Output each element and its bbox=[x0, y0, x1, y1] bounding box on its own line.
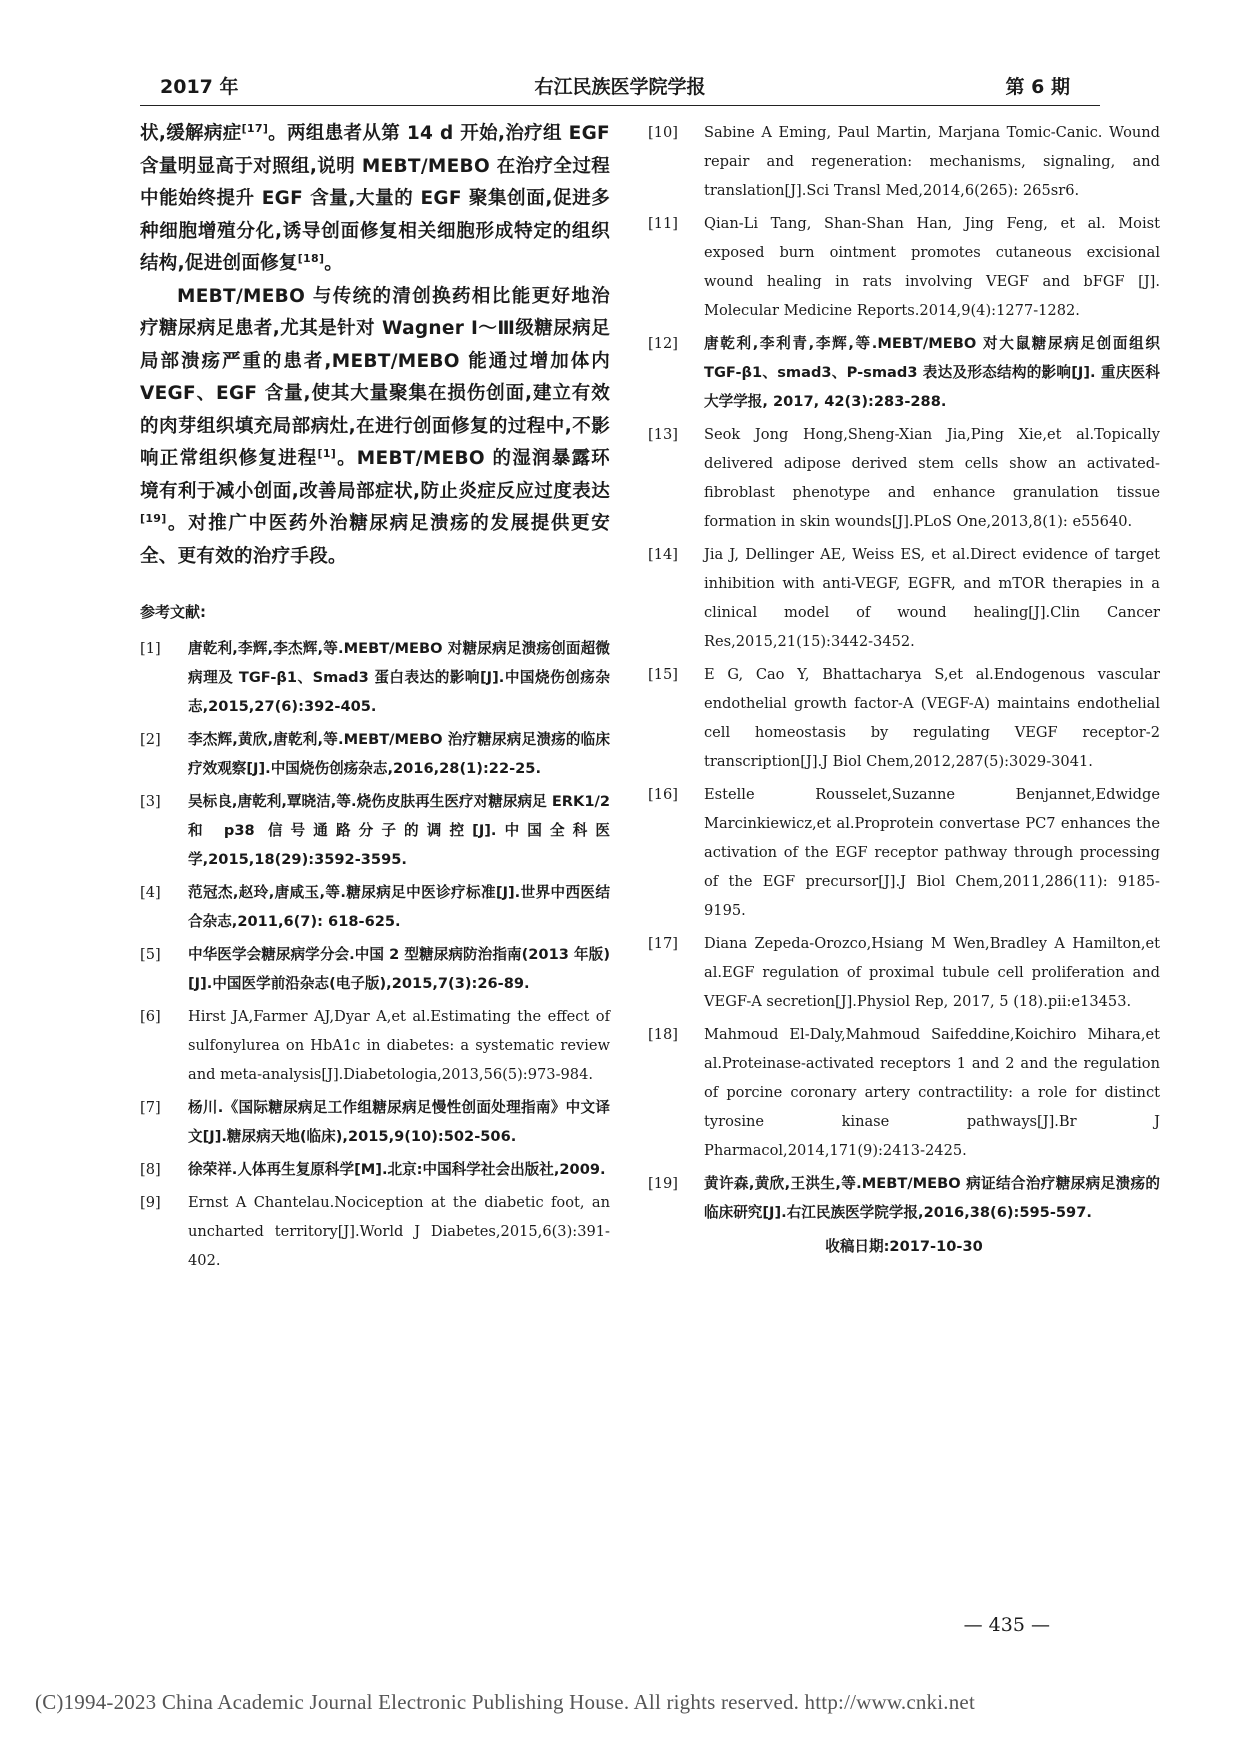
body-paragraph-1 bbox=[140, 118, 610, 281]
reference-item bbox=[648, 660, 1160, 776]
citation-18: [18] bbox=[297, 251, 325, 265]
reference-item bbox=[140, 1155, 610, 1184]
reference-item bbox=[140, 1188, 610, 1275]
reference-number: [12] bbox=[648, 335, 678, 352]
p2-text-b: 。MEBT/MEBO 的湿润暴露环境有利于减小创面,改善局部症状,防止炎症反应过度表达 bbox=[140, 448, 610, 502]
reference-item bbox=[648, 1169, 1160, 1227]
reference-text: 中华医学会糖尿病学分会.中国 2 型糖尿病防治指南(2013 年版)[J].中国医学前沿杂志(电子版),2015,7(3):26-89. bbox=[188, 946, 610, 992]
reference-text: 范冠杰,赵玲,唐咸玉,等.糖尿病足中医诊疗标准[J].世界中西医结合杂志,2011,6(7): 618-625. bbox=[188, 884, 610, 930]
reference-text: 徐荣祥.人体再生复原科学[M].北京:中国科学社会出版社,2009. bbox=[188, 1161, 606, 1178]
citation-1: [1] bbox=[317, 446, 337, 460]
header-journal-title: 右江民族医学院学报 bbox=[534, 76, 706, 98]
header-rule bbox=[140, 105, 1100, 106]
copyright-footer: (C)1994-2023 China Academic Journal Electronic Publishing House. All rights reserved. http://www.cnki.net bbox=[35, 1690, 975, 1714]
reference-number: [1] bbox=[140, 640, 161, 657]
right-column bbox=[648, 118, 1160, 1256]
reference-text: 唐乾利,李利青,李辉,等.MEBT/MEBO 对大鼠糖尿病足创面组织 TGF-β1、smad3、P-smad3 表达及形态结构的影响[J]. 重庆医科大学学报, 2017, 42(3):283-288. bbox=[704, 335, 1160, 410]
reference-item bbox=[140, 1002, 610, 1089]
reference-item bbox=[648, 329, 1160, 416]
citation-17: [17] bbox=[241, 121, 269, 135]
reference-number: [2] bbox=[140, 731, 161, 748]
p2-text-a: MEBT/MEBO 与传统的清创换药相比能更好地治疗糖尿病足患者,尤其是针对 Wagner Ⅰ～Ⅲ级糖尿病足局部溃疡严重的患者,MEBT/MEBO 能通过增加体内 VEGF、EGF 含量,使其大量聚集在损伤创面,建立有效的肉芽组织填充局部病灶,在进行创面修复的过程中,不影响正常组织修复进程 bbox=[140, 285, 610, 469]
reference-number: [15] bbox=[648, 666, 678, 683]
reference-text: Diana Zepeda-Orozco,Hsiang M Wen,Bradley A Hamilton,et al.EGF regulation of proximal tubule cell proliferation and VEGF-A secretion[J].Physiol Rep, 2017, 5 (18).pii:e13453. bbox=[704, 935, 1160, 1010]
reference-number: [18] bbox=[648, 1026, 678, 1043]
reference-number: [10] bbox=[648, 124, 678, 141]
reference-number: [19] bbox=[648, 1175, 678, 1192]
reference-item bbox=[140, 725, 610, 783]
reference-item bbox=[648, 929, 1160, 1016]
reference-list-right bbox=[648, 118, 1160, 1227]
reference-item bbox=[648, 118, 1160, 205]
reference-text: 黄许森,黄欣,王洪生,等.MEBT/MEBO 病证结合治疗糖尿病足溃疡的临床研究[J].右江民族医学院学报,2016,38(6):595-597. bbox=[704, 1175, 1160, 1221]
left-column bbox=[140, 118, 610, 1279]
reference-list-left bbox=[140, 634, 610, 1275]
running-header bbox=[140, 72, 1100, 100]
p1-text-c: 。 bbox=[324, 253, 344, 274]
reference-number: [5] bbox=[140, 946, 161, 963]
reference-text: 李杰辉,黄欣,唐乾利,等.MEBT/MEBO 治疗糖尿病足溃疡的临床疗效观察[J].中国烧伤创疡杂志,2016,28(1):22-25. bbox=[188, 731, 610, 777]
reference-item bbox=[140, 1093, 610, 1151]
reference-text: Ernst A Chantelau.Nociception at the diabetic foot, an uncharted territory[J].World J Diabetes,2015,6(3):391-402. bbox=[188, 1194, 610, 1269]
reference-text: Sabine A Eming, Paul Martin, Marjana Tomic-Canic. Wound repair and regeneration: mechanisms, signaling, and translation[J].Sci Transl Med,2014,6(265): 265sr6. bbox=[704, 124, 1160, 199]
reference-number: [7] bbox=[140, 1099, 161, 1116]
reference-item bbox=[648, 420, 1160, 536]
reference-text: E G, Cao Y, Bhattacharya S,et al.Endogenous vascular endothelial growth factor-A (VEGF-A) maintains endothelial cell homeostasis by regulating VEGF receptor-2 transcription[J].J Biol Chem,2012,287(5):3029-3041. bbox=[704, 666, 1160, 770]
reference-item bbox=[648, 780, 1160, 925]
header-year: 2017 年 bbox=[160, 76, 239, 98]
reference-text: Jia J, Dellinger AE, Weiss ES, et al.Direct evidence of target inhibition with anti-VEGF, EGFR, and mTOR therapies in a clinical model of wound healing[J].Clin Cancer Res,2015,21(15):3442-3452. bbox=[704, 546, 1160, 650]
reference-number: [8] bbox=[140, 1161, 161, 1178]
reference-item bbox=[140, 787, 610, 874]
reference-number: [17] bbox=[648, 935, 678, 952]
page-number: — 435 — bbox=[963, 1614, 1050, 1636]
reference-item bbox=[140, 634, 610, 721]
reference-number: [4] bbox=[140, 884, 161, 901]
reference-text: 吴标良,唐乾利,覃晓洁,等.烧伤皮肤再生医疗对糖尿病足 ERK1/2 和 p38 信号通路分子的调控[J].中国全科医学,2015,18(29):3592-3595. bbox=[188, 793, 610, 868]
reference-item bbox=[648, 540, 1160, 656]
p1-text-b: 。两组患者从第 14 d 开始,治疗组 EGF 含量明显高于对照组,说明 MEBT/MEBO 在治疗全过程中能始终提升 EGF 含量,大量的 EGF 聚集创面,促进多种细胞增殖分化,诱导创面修复相关细胞形成特定的组织结构,促进创面修复 bbox=[140, 123, 610, 274]
body-paragraph-2 bbox=[140, 281, 610, 574]
p1-text-a: 状,缓解病症 bbox=[140, 123, 242, 144]
p2-text-c: 。对推广中医药外治糖尿病足溃疡的发展提供更安全、更有效的治疗手段。 bbox=[140, 513, 610, 567]
reference-item bbox=[140, 940, 610, 998]
received-date: 收稿日期:2017-10-30 bbox=[825, 1238, 983, 1255]
reference-text: Seok Jong Hong,Sheng-Xian Jia,Ping Xie,et al.Topically delivered adipose derived stem cells show an activated-fibroblast phenotype and enhance granulation tissue formation in skin wounds[J].PLoS One,2013,8(1): e55640. bbox=[704, 426, 1160, 530]
reference-item bbox=[648, 209, 1160, 325]
reference-number: [16] bbox=[648, 786, 678, 803]
reference-item bbox=[140, 878, 610, 936]
reference-text: Estelle Rousselet,Suzanne Benjannet,Edwidge Marcinkiewicz,et al.Proprotein convertase PC7 enhances the activation of the EGF receptor pathway through processing of the EGF precursor[J].J Biol Chem,2011,286(11): 9185-9195. bbox=[704, 786, 1160, 919]
reference-number: [11] bbox=[648, 215, 678, 232]
reference-item bbox=[648, 1020, 1160, 1165]
reference-text: Mahmoud El-Daly,Mahmoud Saifeddine,Koichiro Mihara,et al.Proteinase-activated receptors 1 and 2 and the regulation of porcine coronary artery contractility: a role for distinct tyrosine kinase pathways[J].Br J Pharmacol,2014,171(9):2413-2425. bbox=[704, 1026, 1160, 1159]
references-heading: 参考文献: bbox=[140, 603, 206, 621]
header-issue: 第 6 期 bbox=[1005, 76, 1070, 98]
reference-number: [9] bbox=[140, 1194, 161, 1211]
reference-number: [6] bbox=[140, 1008, 161, 1025]
reference-text: 唐乾利,李辉,李杰辉,等.MEBT/MEBO 对糖尿病足溃疡创面超微病理及 TGF-β1、Smad3 蛋白表达的影响[J].中国烧伤创疡杂志,2015,27(6):392-405. bbox=[188, 640, 610, 715]
reference-number: [3] bbox=[140, 793, 161, 810]
reference-text: Hirst JA,Farmer AJ,Dyar A,et al.Estimating the effect of sulfonylurea on HbA1c in diabetes: a systematic review and meta-analysis[J].Diabetologia,2013,56(5):973-984. bbox=[188, 1008, 610, 1083]
reference-text: 杨川.《国际糖尿病足工作组糖尿病足慢性创面处理指南》中文译文[J].糖尿病天地(临床),2015,9(10):502-506. bbox=[188, 1099, 610, 1145]
reference-number: [14] bbox=[648, 546, 678, 563]
citation-19: [19] bbox=[140, 511, 167, 525]
reference-number: [13] bbox=[648, 426, 678, 443]
reference-text: Qian-Li Tang, Shan-Shan Han, Jing Feng, et al. Moist exposed burn ointment promotes cutaneous excisional wound healing in rats involving VEGF and bFGF [J]. Molecular Medicine Reports.2014,9(4):1277-1282. bbox=[704, 215, 1160, 319]
